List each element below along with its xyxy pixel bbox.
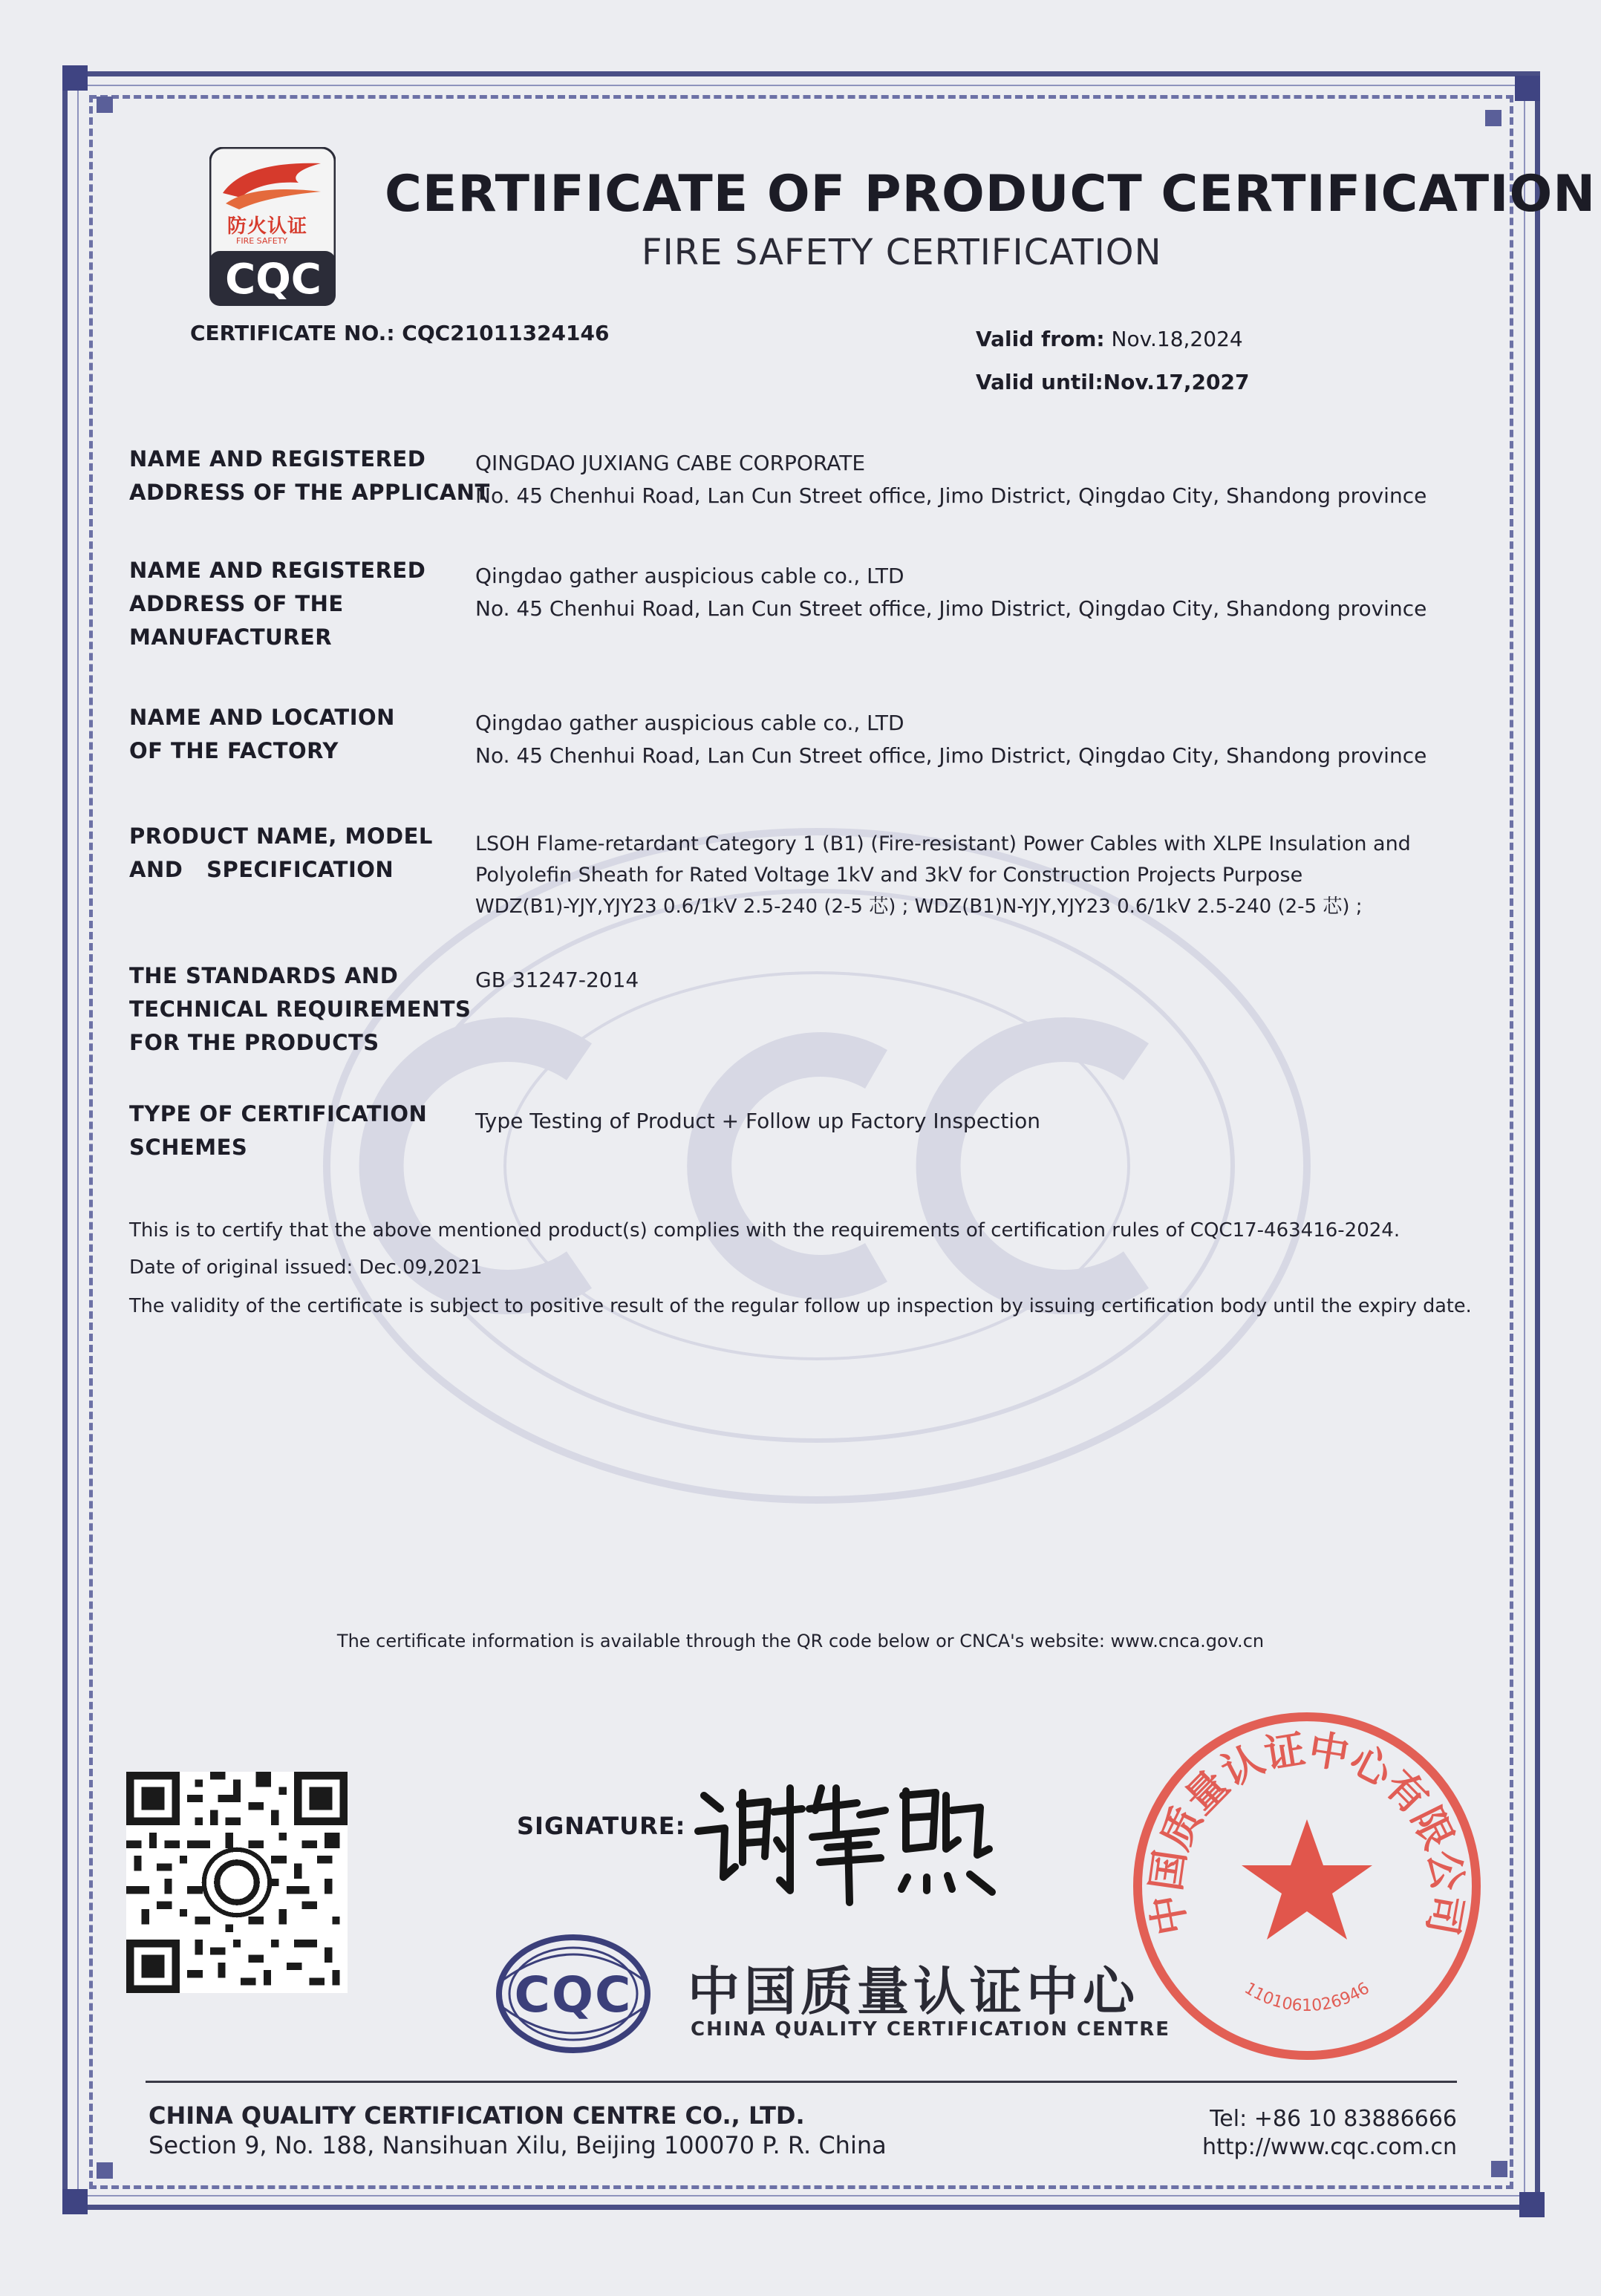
handwritten-signature (691, 1766, 1002, 1907)
applicant-label-line: NAME AND REGISTERED (129, 446, 426, 472)
svg-text:1101061026946 (1241, 1979, 1373, 2015)
scheme-label (129, 1098, 427, 1164)
qr-code (126, 1772, 348, 1993)
manufacturer-label (129, 554, 425, 654)
applicant-value (475, 447, 1426, 512)
validity-statement: The validity of the certificate is subject to positive result of the regular follow up inspection by issuing certification body until the expiry date. (129, 1295, 1472, 1317)
factory-label-line: OF THE FACTORY (129, 738, 339, 763)
product-value (475, 829, 1411, 922)
factory-address: No. 45 Chenhui Road, Lan Cun Street office, Jimo District, Qingdao City, Shandong province (475, 743, 1427, 768)
valid-until-value: Nov.17,2027 (1103, 370, 1250, 394)
original-issue-date: Date of original issued: Dec.09,2021 (129, 1256, 483, 1279)
footer-divider (146, 2081, 1457, 2083)
product-label-line: PRODUCT NAME, MODEL (129, 824, 433, 849)
logo-badge-sub: FIRE SAFETY (236, 236, 288, 246)
product-label-line: AND SPECIFICATION (129, 857, 394, 882)
corner-ornament (62, 2189, 88, 2214)
logo-badge-text: 防火认证 (227, 215, 308, 238)
certify-statement: This is to certify that the above mentioned product(s) complies with the requirements of certification rules of CQC17-463416-2024. (129, 1219, 1401, 1242)
product-label (129, 820, 433, 887)
factory-value (475, 707, 1426, 772)
manufacturer-address: No. 45 Chenhui Road, Lan Cun Street office, Jimo District, Qingdao City, Shandong province (475, 596, 1427, 621)
corner-ornament (62, 65, 88, 91)
valid-until-label: Valid until: (976, 370, 1103, 394)
certificate-number-label: CERTIFICATE NO.: (190, 321, 395, 345)
issuer-name-cn: 中国质量认证中心 (688, 1961, 1139, 2022)
valid-from-label: Valid from: (976, 327, 1105, 351)
product-models: WDZ(B1)-YJY,YJY23 0.6/1kV 2.5-240 (2-5 芯) ; WDZ(B1)N-YJY,YJY23 0.6/1kV 2.5-240 (2-5 芯) ; (475, 896, 1363, 918)
valid-from-value: Nov.18,2024 (1111, 327, 1243, 351)
standards-label-line: TECHNICAL REQUIREMENTS (129, 997, 472, 1022)
logo-mark: CQC (225, 255, 322, 304)
applicant-address: No. 45 Chenhui Road, Lan Cun Street office, Jimo District, Qingdao City, Shandong province (475, 483, 1427, 508)
applicant-label (129, 443, 490, 509)
product-name-cont: Polyolefin Sheath for Rated Voltage 1kV and 3kV for Construction Projects Purpose (475, 864, 1303, 887)
standards-label-line: FOR THE PRODUCTS (129, 1030, 379, 1055)
cqc-emblem-text: CQC (514, 1966, 633, 2023)
factory-label (129, 701, 395, 768)
applicant-name: QINGDAO JUXIANG CABE CORPORATE (475, 451, 866, 475)
manufacturer-value (475, 560, 1426, 625)
page-title: CERTIFICATE OF PRODUCT CERTIFICATION (385, 165, 1597, 224)
page-subtitle: FIRE SAFETY CERTIFICATION (642, 232, 1162, 273)
scheme-value: Type Testing of Product + Follow up Factory Inspection (475, 1109, 1040, 1133)
verification-info: The certificate information is available through the QR code below or CNCA's website: www.cnca.gov.cn (336, 1631, 1265, 1651)
manufacturer-label-line: MANUFACTURER (129, 624, 333, 650)
certificate-number (190, 321, 609, 345)
certificate-number-value: CQC21011324146 (402, 321, 610, 345)
applicant-label-line: ADDRESS OF THE APPLICANT (129, 480, 490, 505)
corner-ornament (1515, 76, 1540, 101)
standards-label-line: THE STANDARDS AND (129, 963, 399, 988)
manufacturer-name: Qingdao gather auspicious cable co., LTD (475, 564, 904, 588)
scheme-label-line: SCHEMES (129, 1135, 248, 1160)
seal-number: 1101061026946 (1241, 1979, 1373, 2016)
scheme-label-line: TYPE OF CERTIFICATION (129, 1101, 428, 1126)
footer-company: CHINA QUALITY CERTIFICATION CENTRE CO., LTD. (149, 2101, 805, 2130)
footer-phone: Tel: +86 10 83886666 (1210, 2106, 1457, 2132)
signature-label: SIGNATURE: (517, 1812, 686, 1840)
valid-from (976, 327, 1243, 351)
corner-ornament (97, 2162, 113, 2179)
star-icon (1242, 1819, 1372, 1940)
corner-ornament (1491, 2161, 1507, 2177)
factory-label-line: NAME AND LOCATION (129, 705, 395, 730)
corner-ornament (1519, 2192, 1545, 2217)
factory-name: Qingdao gather auspicious cable co., LTD (475, 711, 904, 735)
standards-label (129, 959, 471, 1060)
product-name: LSOH Flame-retardant Category 1 (B1) (Fire-resistant) Power Cables with XLPE Insulation and (475, 832, 1411, 855)
issuer-name-en: CHINA QUALITY CERTIFICATION CENTRE (691, 2018, 1171, 2041)
corner-ornament (97, 97, 113, 113)
manufacturer-label-line: ADDRESS OF THE (129, 591, 344, 616)
seal-text: 中国质量认证中心有限公司 (1142, 1725, 1472, 1939)
official-seal-stamp (1129, 1708, 1485, 2064)
standards-value: GB 31247-2014 (475, 968, 639, 992)
manufacturer-label-line: NAME AND REGISTERED (129, 558, 426, 583)
footer-website[interactable]: http://www.cqc.com.cn (1202, 2134, 1457, 2160)
footer-address: Section 9, No. 188, Nansihuan Xilu, Beijing 100070 P. R. China (149, 2131, 887, 2159)
valid-until (976, 370, 1249, 394)
corner-ornament (1485, 110, 1501, 126)
